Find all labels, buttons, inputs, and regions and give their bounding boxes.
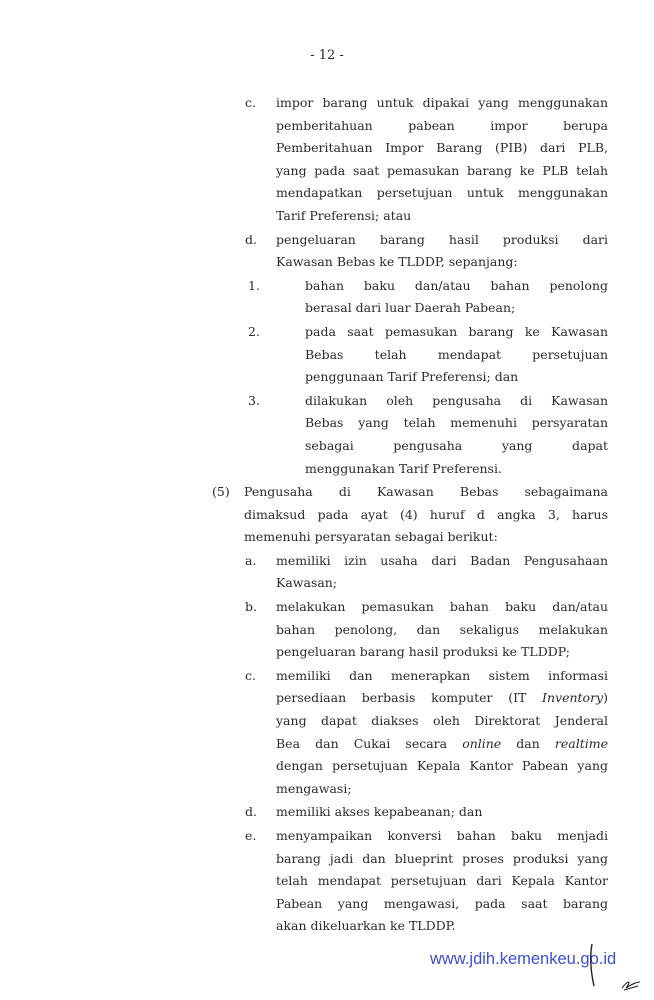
text-segment: dan — [501, 735, 555, 751]
list-marker: 1. — [248, 277, 260, 293]
list-item-text — [276, 596, 608, 664]
text-line: sebagai pengusaha yang dapat — [305, 437, 608, 453]
list-marker: 2. — [248, 323, 260, 339]
text-line: akan dikeluarkan ke TLDDP. — [276, 918, 456, 934]
text-line — [276, 733, 608, 756]
text-line: barang jadi dan blueprint proses produksi yang — [276, 850, 608, 866]
list-item — [0, 275, 654, 320]
text-line — [276, 687, 608, 710]
list-marker: 3. — [248, 392, 260, 408]
text-line: menggunakan Tarif Preferensi. — [305, 460, 502, 476]
list-item — [0, 321, 654, 389]
text-line: penggunaan Tarif Preferensi; dan — [305, 369, 519, 385]
list-item — [0, 550, 654, 595]
text-line: menyampaikan konversi bahan baku menjadi — [276, 828, 608, 843]
page-number: - 12 - — [310, 48, 344, 63]
list-item — [0, 801, 654, 824]
text-segment: persediaan berbasis komputer (IT — [276, 690, 543, 706]
text-line: Tarif Preferensi; atau — [276, 207, 412, 223]
list-item-text — [305, 275, 608, 320]
list-marker: b. — [245, 599, 257, 615]
text-line: bahan penolong, dan sekaligus melakukan — [276, 621, 608, 637]
list-item — [0, 229, 654, 274]
list-item — [0, 390, 654, 480]
paraf-signature-icon — [580, 940, 650, 1000]
list-marker: d. — [245, 804, 257, 820]
list-item-text — [276, 550, 608, 595]
list-marker: d. — [245, 231, 257, 247]
text-line: memenuhi persyaratan sebagai berikut: — [244, 529, 498, 545]
text-line: memiliki izin usaha dari Badan Pengusahaan — [276, 552, 608, 568]
footer-url-link[interactable]: www.jdih.kemenkeu.go.id — [430, 950, 617, 968]
list-item — [0, 92, 654, 228]
list-item-text — [276, 229, 608, 274]
italic-term: Inventory — [542, 690, 604, 706]
text-line: dengan persetujuan Kepala Kantor Pabean yang — [276, 758, 608, 774]
text-line: Pengusaha di Kawasan Bebas sebagaimana — [244, 484, 608, 500]
text-line: dimaksud pada ayat (4) huruf d angka 3, harus — [244, 506, 608, 522]
text-line: Kawasan Bebas ke TLDDP, sepanjang: — [276, 254, 518, 270]
text-line: yang pada saat pemasukan barang ke PLB telah — [276, 162, 608, 178]
list-item — [0, 596, 654, 664]
text-line: telah mendapat persetujuan dari Kepala Kantor — [276, 873, 608, 889]
text-line: Kawasan; — [276, 575, 338, 591]
text-line: Pemberitahuan Impor Barang (PIB) dari PLB, — [276, 140, 608, 156]
text-line: pengeluaran barang hasil produksi ke TLDDP; — [276, 644, 570, 660]
text-line: Pabean yang mengawasi, pada saat barang — [276, 895, 608, 911]
italic-term: online — [462, 735, 502, 751]
text-line: Bebas yang telah memenuhi persyaratan — [305, 415, 608, 431]
text-segment: Bea dan Cukai secara — [276, 735, 463, 751]
list-item-text — [276, 665, 608, 801]
text-line: memiliki akses kepabeanan; dan — [276, 804, 483, 820]
list-marker: e. — [245, 828, 257, 843]
text-line: mengawasi; — [276, 780, 352, 796]
text-line: memiliki dan menerapkan sistem informasi — [276, 667, 608, 683]
text-line: mendapatkan persetujuan untuk menggunakan — [276, 185, 608, 201]
list-item-text — [305, 321, 608, 389]
list-item-text — [276, 801, 608, 824]
list-item-text — [276, 825, 608, 938]
text-segment: ) — [603, 690, 608, 706]
text-line: melakukan pemasukan bahan baku dan/atau — [276, 599, 608, 615]
list-marker: (5) — [212, 484, 230, 500]
list-marker: a. — [245, 552, 257, 568]
list-item — [0, 825, 654, 938]
list-item — [0, 665, 654, 801]
text-line: pada saat pemasukan barang ke Kawasan — [305, 323, 608, 339]
text-line: dilakukan oleh pengusaha di Kawasan — [305, 392, 608, 408]
list-item-text — [276, 92, 608, 228]
list-item — [0, 481, 654, 549]
list-marker: c. — [245, 667, 256, 683]
list-item-text — [305, 390, 608, 480]
text-line: pemberitahuan pabean impor berupa — [276, 117, 608, 133]
text-line: Bebas telah mendapat persetujuan — [305, 346, 608, 362]
list-item-text — [244, 481, 608, 549]
list-marker: c. — [245, 95, 256, 110]
text-line: yang dapat diakses oleh Direktorat Jenderal — [276, 713, 608, 729]
text-line: pengeluaran barang hasil produksi dari — [276, 231, 608, 247]
text-line: bahan baku dan/atau bahan penolong — [305, 277, 608, 293]
italic-term: realtime — [554, 735, 608, 751]
text-line: impor barang untuk dipakai yang menggunakan — [276, 95, 608, 110]
document-body — [0, 92, 654, 939]
text-line: berasal dari luar Daerah Pabean; — [305, 300, 516, 316]
